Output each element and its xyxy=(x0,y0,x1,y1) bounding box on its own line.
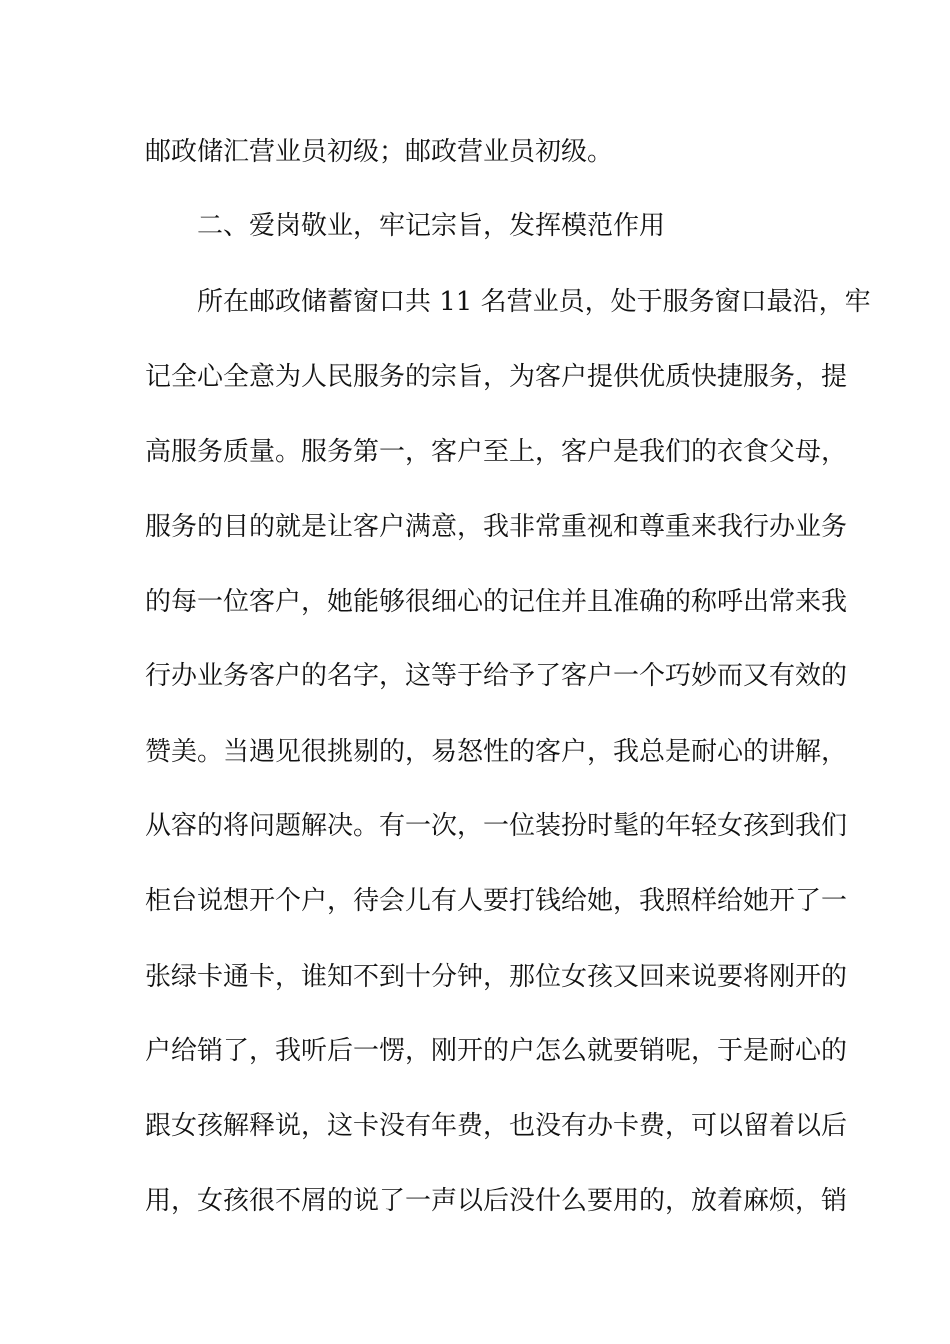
paragraph-line: 赞美。当遇见很挑剔的，易怒性的客户，我总是耐心的讲解， xyxy=(145,737,848,767)
paragraph-line: 服务的目的就是让客户满意，我非常重视和尊重来我行办业务 xyxy=(145,512,848,542)
paragraph-line: 用，女孩很不屑的说了一声以后没什么要用的，放着麻烦，销 xyxy=(145,1186,848,1216)
paragraph-line: 记全心全意为人民服务的宗旨，为客户提供优质快捷服务，提 xyxy=(145,362,848,392)
paragraph-line: 跟女孩解释说，这卡没有年费，也没有办卡费，可以留着以后 xyxy=(145,1111,848,1141)
text-line-continuation: 邮政储汇营业员初级；邮政营业员初级。 xyxy=(145,137,614,167)
paragraph-line: 柜台说想开个户，待会儿有人要打钱给她，我照样给她开了一 xyxy=(145,886,848,916)
paragraph-line: 的每一位客户，她能够很细心的记住并且准确的称呼出常来我 xyxy=(145,587,848,617)
paragraph-line: 张绿卡通卡，谁知不到十分钟，那位女孩又回来说要将刚开的 xyxy=(145,962,848,992)
paragraph-line: 从容的将问题解决。有一次，一位装扮时髦的年轻女孩到我们 xyxy=(145,811,848,841)
paragraph-line: 户给销了，我听后一愣，刚开的户怎么就要销呢，于是耐心的 xyxy=(145,1036,848,1066)
paragraph-line: 高服务质量。服务第一，客户至上，客户是我们的衣食父母， xyxy=(145,437,848,467)
paragraph-line: 所在邮政储蓄窗口共 11 名营业员，处于服务窗口最沿，牢 xyxy=(197,287,871,317)
section-heading: 二、爱岗敬业，牢记宗旨，发挥模范作用 xyxy=(197,211,666,241)
paragraph-line: 行办业务客户的名字，这等于给予了客户一个巧妙而又有效的 xyxy=(145,661,848,691)
